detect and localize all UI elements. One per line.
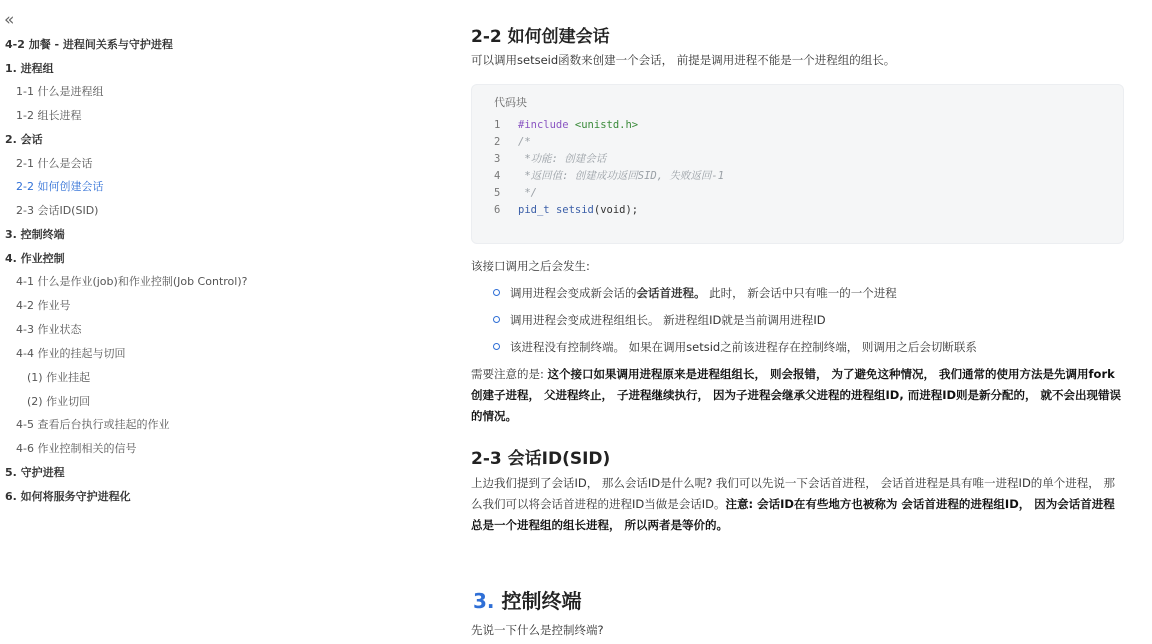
section-heading-create-session: 2-2 如何创建会话: [471, 27, 610, 47]
collapse-sidebar-icon[interactable]: «: [4, 10, 15, 30]
toc-item-job-state[interactable]: 4-3 作业状态: [16, 323, 82, 336]
toc-item-job-number[interactable]: 4-2 作业号: [16, 299, 71, 312]
after-call-text: 该接口调用之后会发生:: [471, 259, 590, 273]
note-paragraph: 需要注意的是: 这个接口如果调用进程原来是进程组组长， 则会报错， 为了避免这种情况， 我们通常的使用方法是先调用fork创建子进程， 父进程终止， 子进程继续执行， 因为子进程会继承父进程的进程组ID, 而进程ID则是新分配的， 就不会出现错误的情况。: [471, 367, 1122, 423]
toc-doc-title[interactable]: 4-2 加餐 - 进程间关系与守护进程: [5, 38, 173, 51]
section-heading-control-terminal: 3. 控制终端: [473, 589, 582, 613]
code-line: 3 *功能: 创建会话: [494, 153, 607, 165]
code-line: 6 pid_t setsid(void);: [494, 204, 639, 216]
toc-item-job-resume[interactable]: (2) 作业切回: [27, 395, 91, 408]
code-line: 2 /*: [494, 136, 531, 148]
toc-item-what-is-session[interactable]: 2-1 什么是会话: [16, 157, 93, 170]
toc-item-create-session[interactable]: 2-2 如何创建会话: [16, 180, 104, 193]
control-terminal-intro: 先说一下什么是控制终端?: [471, 623, 604, 637]
list-item: 调用进程会变成新会话的会话首进程。 此时， 新会话中只有唯一的一个进程: [493, 283, 897, 303]
toc-sidebar: [0, 0, 300, 644]
code-block: [471, 84, 1124, 244]
section-intro-text: 可以调用setseid函数来创建一个会话， 前提是调用进程不能是一个进程组的组长。: [471, 53, 896, 67]
bullet-circle-icon: [493, 343, 500, 350]
bullet-circle-icon: [493, 316, 500, 323]
list-item: 调用进程会变成进程组组长。 新进程组ID就是当前调用进程ID: [493, 310, 826, 330]
code-line: 4 *返回值: 创建成功返回SID, 失败返回-1: [494, 170, 725, 182]
list-item: 该进程没有控制终端。 如果在调用setsid之前该进程存在控制终端， 则调用之后会切断联系: [493, 337, 977, 357]
toc-item-what-is-process-group[interactable]: 1-1 什么是进程组: [16, 85, 104, 98]
toc-item-session[interactable]: 2. 会话: [5, 133, 43, 146]
toc-item-session-id[interactable]: 2-3 会话ID(SID): [16, 204, 99, 217]
code-line: 5 */: [494, 187, 537, 199]
section-heading-session-id: 2-3 会话ID(SID): [471, 449, 611, 469]
toc-item-daemon[interactable]: 5. 守护进程: [5, 466, 65, 479]
toc-item-job-suspend[interactable]: (1) 作业挂起: [27, 371, 91, 384]
session-id-paragraph: 上边我们提到了会话ID， 那么会话ID是什么呢? 我们可以先说一下会话首进程， 会话首进程是具有唯一进程ID的单个进程， 那么我们可以将会话首进程的进程ID当做是会话ID。注意: 会话ID在有些地方也被称为 会话首进程的进程组ID， 因为会话首进程总是一个进程组的组长进程， 所以两者是等价的。: [471, 476, 1115, 532]
toc-item-view-background-jobs[interactable]: 4-5 查看后台执行或挂起的作业: [16, 418, 170, 431]
toc-item-what-is-job[interactable]: 4-1 什么是作业(job)和作业控制(Job Control)?: [16, 275, 248, 288]
toc-item-control-terminal[interactable]: 3. 控制终端: [5, 228, 65, 241]
toc-item-group-leader[interactable]: 1-2 组长进程: [16, 109, 82, 122]
bullet-circle-icon: [493, 289, 500, 296]
toc-item-daemonize-service[interactable]: 6. 如何将服务守护进程化: [5, 490, 131, 503]
toc-item-job-control[interactable]: 4. 作业控制: [5, 252, 65, 265]
toc-item-job-suspend-resume[interactable]: 4-4 作业的挂起与切回: [16, 347, 126, 360]
code-block-title: 代码块: [494, 96, 527, 109]
code-line: 1 #include <unistd.h>: [494, 119, 639, 131]
toc-item-job-signals[interactable]: 4-6 作业控制相关的信号: [16, 442, 137, 455]
toc-item-process-group[interactable]: 1. 进程组: [5, 62, 54, 75]
